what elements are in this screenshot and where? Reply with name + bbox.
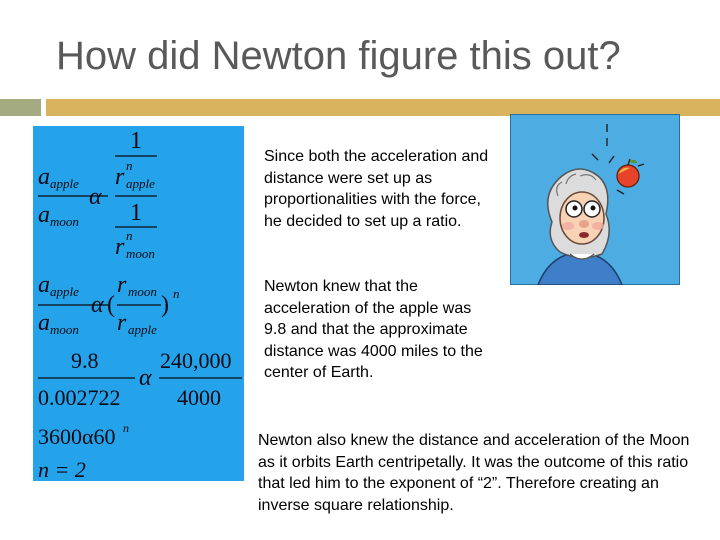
- exponent-equation: [38, 272, 180, 337]
- newton-apple-cartoon: [510, 114, 680, 285]
- eq2-a-moon: a: [38, 310, 50, 336]
- eq1-proportional-symbol: α: [89, 184, 102, 210]
- eq1-r-moon-sub: moon: [126, 246, 155, 261]
- eq1-numerator-one: 1: [130, 128, 142, 154]
- eq1-n-exponent-bottom: n: [126, 228, 133, 243]
- equation-derivation: [33, 126, 244, 481]
- eq3-proportional-symbol: α: [139, 365, 152, 391]
- eq2-r-moon-sub: moon: [128, 284, 157, 299]
- paragraph-apple: Newton knew that the acceleration of the apple was 9.8 and that the approximate distance was 4000 miles to the center of Earth.: [264, 278, 483, 381]
- newton-illustration-icon: [510, 114, 680, 285]
- eq1-r-moon: r: [115, 234, 125, 260]
- eq3-accel-apple: 9.8: [71, 348, 99, 373]
- eq2-n-exponent: n: [173, 286, 180, 301]
- eq2-r-apple: r: [117, 310, 127, 336]
- eq2-a-apple: a: [38, 272, 50, 298]
- eq1-second-numerator-one: 1: [130, 200, 142, 226]
- eq4-result-line: 3600α60: [38, 424, 116, 449]
- eq2-proportional-symbol: α: [91, 292, 104, 318]
- eq1-r-apple-sub: apple: [126, 176, 155, 191]
- eq3-dist-apple: 4000: [177, 385, 221, 410]
- eq3-accel-moon: 0.002722: [38, 385, 121, 410]
- eq3-dist-moon: 240,000: [160, 348, 232, 373]
- eq2-moon-sub: moon: [50, 322, 79, 337]
- eq1-moon-sub: moon: [50, 214, 79, 229]
- equation-panel: [33, 126, 244, 481]
- eq2-close-paren: ): [161, 292, 169, 318]
- eq1-a-apple: a: [38, 164, 50, 190]
- result-equations: [38, 421, 129, 481]
- paragraph-moon: Newton also knew the distance and acceleration of the Moon as it orbits Earth centripetally. It was the outcome of this ratio that led him to the exponent of “2”. Therefore creating an inverse square relationship.: [258, 432, 690, 514]
- accent-bar-left: [0, 99, 41, 116]
- slide-title: How did Newton figure this out?: [56, 34, 621, 78]
- eq1-apple-sub: apple: [50, 176, 79, 191]
- eq1-n-exponent-top: n: [126, 158, 133, 173]
- ratio-equation: [38, 128, 157, 261]
- eq1-r-apple: r: [115, 164, 125, 190]
- eq2-open-paren: (: [107, 292, 115, 318]
- eq5-n-equals-2: n = 2: [38, 457, 86, 481]
- eq4-n-exponent: n: [123, 421, 129, 435]
- eq2-apple-sub: apple: [50, 284, 79, 299]
- paragraph-ratio: Since both the acceleration and distance were set up as proportionalities with the force, he decided to set up a ratio.: [264, 148, 489, 230]
- eq2-r-moon: r: [117, 272, 127, 298]
- numeric-equation: [38, 348, 242, 410]
- eq2-r-apple-sub: apple: [128, 322, 157, 337]
- eq1-a-moon: a: [38, 202, 50, 228]
